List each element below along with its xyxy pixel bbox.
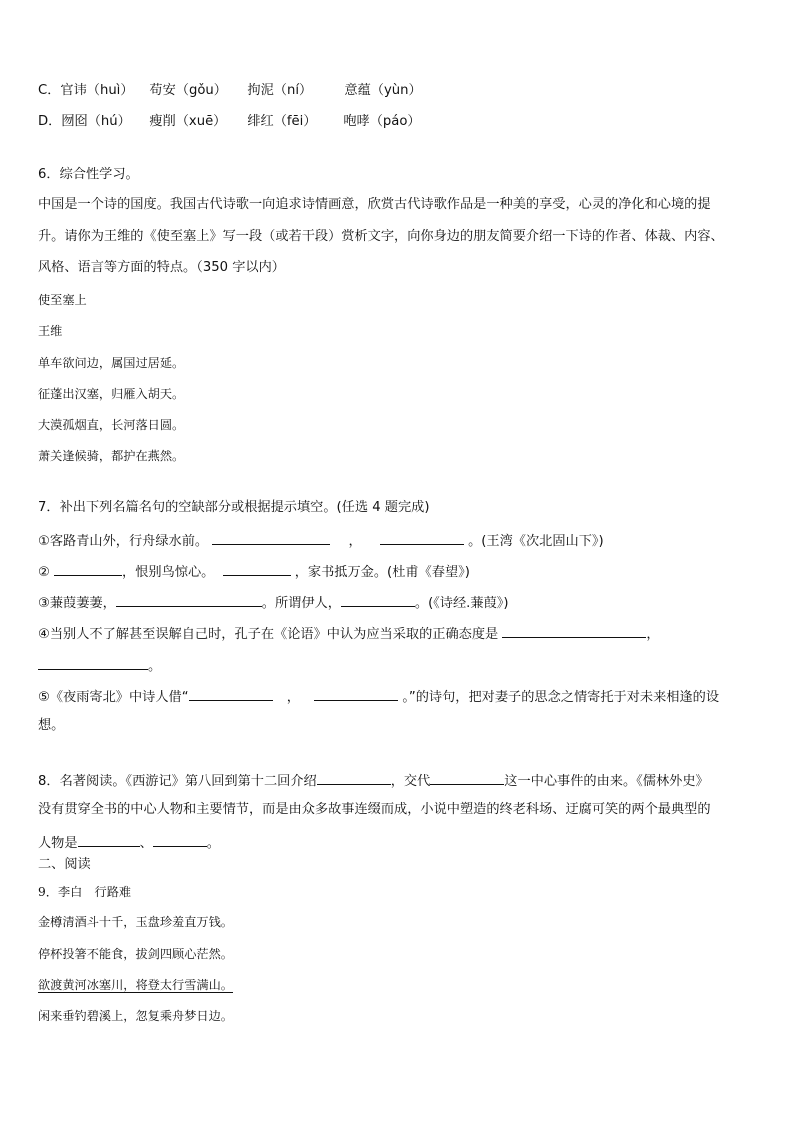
q7-item-3 (38, 592, 508, 613)
q7-item-2 (38, 561, 470, 582)
poem-line: 闲来垂钓碧溪上，忽复乘舟梦日边。 (38, 1009, 233, 1023)
q6-heading: 6．综合性学习。 (38, 167, 139, 182)
fill-blank[interactable] (341, 592, 415, 607)
poem-line: 单车欲问边，属国过居延。 (38, 356, 185, 370)
q7-item-1-text: ①客路青山外，行舟绿水前。 (38, 534, 209, 549)
fill-blank[interactable] (38, 655, 148, 670)
poem-line: 大漠孤烟直，长河落日圆。 (38, 418, 185, 432)
q6-text-line: 风格、语言等方面的特点。（350 字以内） (38, 260, 285, 275)
q8-text: 。 (206, 836, 220, 851)
option-d-item: 咆哮（páo） (343, 114, 421, 129)
q8-line (38, 770, 709, 791)
q8-text: 这一中心事件的由来。《儒林外史》 (504, 774, 709, 789)
q7-item-5-text: ⑤《夜雨寄北》中诗人借“ (38, 690, 189, 705)
option-c-item: 官讳（huì） (60, 83, 134, 98)
option-c-item: 意蕴（yùn） (344, 83, 422, 98)
q7-item-4-cont (38, 655, 161, 676)
fill-blank[interactable] (54, 561, 122, 576)
fill-blank[interactable] (153, 832, 207, 847)
option-c (38, 82, 422, 100)
q7-item-3-text: ③蒹葭萋萋， (38, 596, 116, 611)
q7-heading: 7．补出下列名篇名句的空缺部分或根据提示填空。(任选 4 题完成) (38, 500, 430, 515)
q8-text: 、 (139, 836, 153, 851)
poem-line-underlined: 欲渡黄河冰塞川，将登太行雪满山。 (38, 978, 233, 992)
q8-text: 人物是 (38, 836, 78, 851)
section-heading: 二、阅读 (38, 857, 91, 872)
q8-line (38, 832, 220, 853)
q7-item-3-source: 。(《诗经.蒹葭》) (414, 596, 509, 611)
poem-line: 停杯投箸不能食，拔剑四顾心茫然。 (38, 947, 233, 961)
poem-line: 金樽清酒斗十千，玉盘珍羞直万钱。 (38, 915, 233, 929)
q7-item-5-sep: ， (286, 690, 300, 705)
q7-item-1 (38, 530, 604, 551)
option-d-letter: D． (38, 114, 62, 129)
q7-item-5 (38, 686, 719, 707)
fill-blank[interactable] (380, 530, 464, 545)
q7-item-2-text: ，恨别鸟惊心。 (122, 565, 215, 580)
q6-text-line: 升。请你为王维的《使至塞上》写一段（或若干段）赏析文字，向你身边的朋友简要介绍一下诗的作者、体裁、内容、 (38, 229, 724, 244)
fill-blank[interactable] (223, 561, 291, 576)
poem-title: 使至塞上 (38, 293, 87, 307)
q7-item-2-text: ② (38, 565, 50, 580)
option-c-item: 拘泥（ní） (247, 83, 313, 98)
fill-blank[interactable] (317, 770, 391, 785)
option-d (38, 113, 421, 131)
option-d-item: 瘦削（xuē） (149, 114, 227, 129)
fill-blank[interactable] (430, 770, 504, 785)
option-c-item: 苟安（gǒu） (149, 83, 227, 98)
fill-blank[interactable] (78, 832, 140, 847)
q7-item-1-source: 。(王湾《次北固山下》) (468, 534, 604, 549)
q7-item-1-sep: ， (348, 534, 362, 549)
q7-item-4 (38, 623, 660, 644)
q7-item-5-text: 。”的诗句，把对妻子的思念之情寄托于对未来相逢的设 (402, 690, 720, 705)
poem-line: 征蓬出汉塞，归雁入胡天。 (38, 387, 185, 401)
fill-blank[interactable] (314, 686, 398, 701)
fill-blank[interactable] (502, 623, 646, 638)
q8-text: 8．名著阅读。《西游记》第八回到第十二回介绍 (38, 774, 317, 789)
option-d-item: 囫囵（hú） (61, 114, 131, 129)
poem-author: 王维 (38, 324, 63, 338)
q6-text-line: 中国是一个诗的国度。我国古代诗歌一向追求诗情画意，欣赏古代诗歌作品是一种美的享受，心灵的净化和心境的提 (38, 197, 711, 212)
option-d-item: 绯红（fēi） (247, 114, 317, 129)
q7-item-4-text: ④当别人不了解甚至误解自己时，孔子在《论语》中认为应当采取的正确态度是 (38, 627, 499, 642)
option-c-letter: C． (38, 83, 61, 98)
q7-item-5-cont: 想。 (38, 718, 65, 733)
poem-line: 萧关逢候骑，都护在燕然。 (38, 449, 185, 463)
q9-heading: 9．李白 行路难 (38, 885, 132, 899)
q7-item-4-end: 。 (148, 659, 162, 674)
q8-line: 没有贯穿全书的中心人物和主要情节，而是由众多故事连缀而成，小说中塑造的终老科场、迂腐可笑的两个最典型的 (38, 802, 711, 817)
q7-item-3-text: 。所谓伊人， (261, 596, 341, 611)
fill-blank[interactable] (116, 592, 262, 607)
fill-blank[interactable] (212, 530, 330, 545)
q8-text: ，交代 (390, 774, 431, 789)
q7-item-4-sep: ， (646, 627, 660, 642)
fill-blank[interactable] (189, 686, 273, 701)
q7-item-2-source: ，家书抵万金。(杜甫《春望》) (294, 565, 470, 580)
